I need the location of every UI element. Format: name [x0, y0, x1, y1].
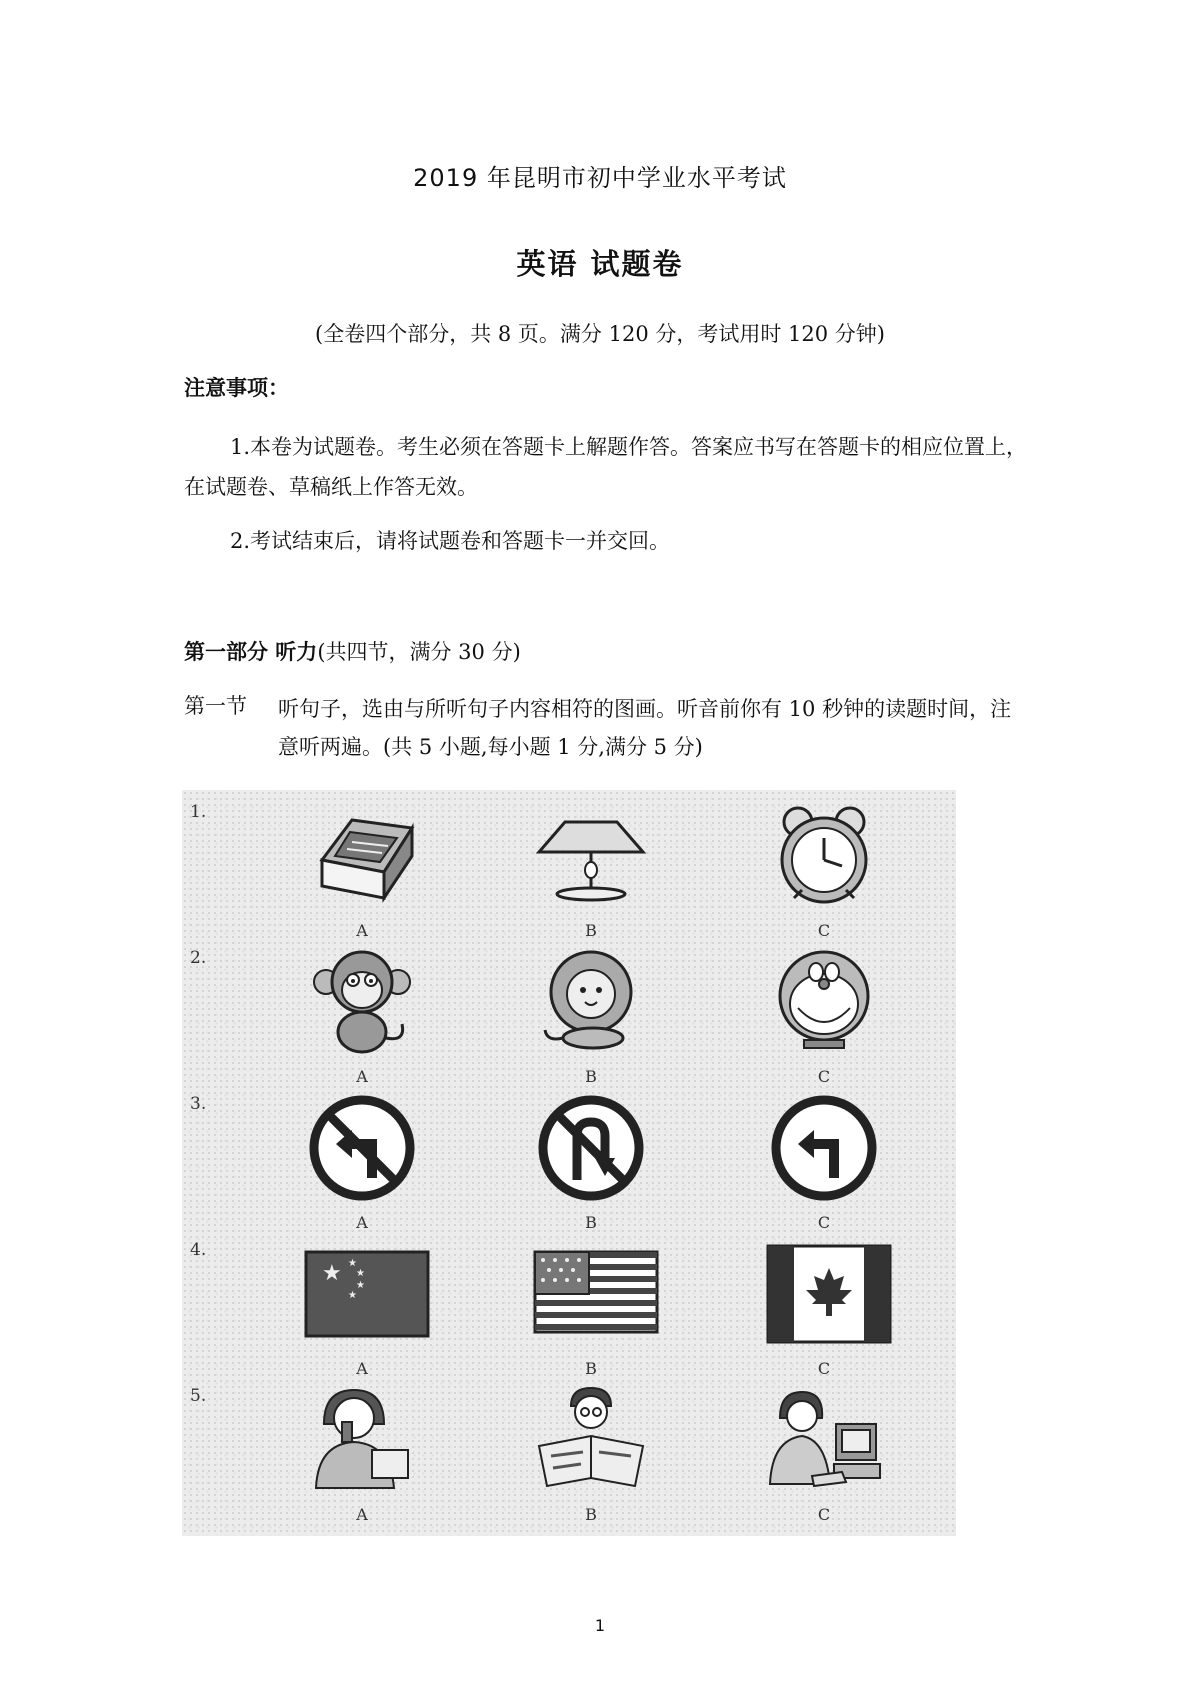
part-heading-detail: (共四节，满分 30 分): [317, 640, 521, 664]
question-row-2: [182, 940, 956, 1088]
section-label: 第一节: [184, 694, 247, 718]
option-5a: [287, 1378, 437, 1526]
usa-flag-icon: [531, 1238, 661, 1350]
person-phone-reading-icon: [302, 1384, 422, 1496]
option-5b: [516, 1378, 666, 1526]
option-letter: B: [585, 1213, 597, 1232]
svg-text:★: ★: [356, 1268, 365, 1279]
exam-title: 2019 年昆明市初中学业水平考试: [413, 164, 787, 192]
option-3c: [749, 1086, 899, 1234]
doraemon-icon: [764, 946, 884, 1058]
option-4c: [749, 1232, 899, 1380]
option-letter: C: [817, 1213, 831, 1232]
option-letter: A: [356, 1213, 368, 1232]
svg-text:★: ★: [348, 1258, 357, 1269]
no-left-turn-sign-icon: [302, 1092, 422, 1204]
option-4b: [516, 1232, 666, 1380]
person-reading-newspaper-icon: [531, 1384, 651, 1496]
page-number: 1: [594, 1616, 606, 1635]
alarm-clock-icon: [764, 800, 884, 912]
option-2b: [516, 940, 666, 1088]
option-letter: C: [817, 921, 831, 940]
option-3a: [287, 1086, 437, 1234]
option-letter: B: [585, 1359, 597, 1378]
canada-flag-icon: [764, 1238, 894, 1350]
option-1b: [516, 794, 666, 942]
option-2c: [749, 940, 899, 1088]
listening-pictures: [182, 790, 956, 1536]
option-5c: [749, 1378, 899, 1526]
svg-text:★: ★: [322, 1261, 342, 1286]
option-4a: [287, 1232, 437, 1380]
monkey-icon: [302, 946, 422, 1058]
option-letter: C: [817, 1505, 831, 1524]
option-letter: A: [356, 921, 368, 940]
option-1a: [287, 794, 437, 942]
lamp-icon: [531, 800, 651, 912]
option-2a: [287, 940, 437, 1088]
option-letter: A: [356, 1505, 368, 1524]
person-computer-icon: [764, 1384, 884, 1496]
question-row-1: [182, 794, 956, 942]
part-heading-title: 第一部分 听力: [184, 640, 318, 664]
option-letter: C: [817, 1359, 831, 1378]
question-row-4: [182, 1232, 956, 1380]
notice-item-2: 2.考试结束后，请将试题卷和答题卡一并交回。: [230, 529, 671, 553]
question-row-5: [182, 1378, 956, 1526]
question-number: 3.: [190, 1094, 207, 1114]
option-1c: [749, 794, 899, 942]
svg-text:★: ★: [348, 1290, 357, 1301]
china-flag-icon: [302, 1238, 432, 1350]
part-heading: [184, 636, 521, 666]
option-letter: B: [585, 1505, 597, 1524]
option-letter: B: [585, 921, 597, 940]
option-letter: C: [817, 1067, 831, 1086]
question-number: 2.: [190, 948, 207, 968]
notice-heading: 注意事项：: [184, 376, 289, 400]
option-letter: B: [585, 1067, 597, 1086]
option-letter: A: [356, 1359, 368, 1378]
eraser-icon: [302, 800, 422, 912]
question-row-3: [182, 1086, 956, 1234]
option-letter: A: [356, 1067, 368, 1086]
question-number: 1.: [190, 802, 207, 822]
lion-icon: [531, 946, 651, 1058]
svg-text:★: ★: [356, 1280, 365, 1291]
no-u-turn-sign-icon: [531, 1092, 651, 1204]
question-number: 5.: [190, 1386, 207, 1406]
notice-item-1: 1.本卷为试题卷。考生必须在答题卡上解题作答。答案应书写在答题卡的相应位置上，在试题卷、草稿纸上作答无效。: [184, 435, 1028, 499]
question-number: 4.: [190, 1240, 207, 1260]
left-turn-sign-icon: [764, 1092, 884, 1204]
exam-info: (全卷四个部分，共 8 页。满分 120 分，考试用时 120 分钟): [315, 322, 885, 346]
option-3b: [516, 1086, 666, 1234]
section-instructions: 听句子，选由与所听句子内容相符的图画。听音前你有 10 秒钟的读题时间，注意听两遍。(共 5 小题,每小题 1 分,满分 5 分): [278, 697, 1012, 759]
subject-title: 英语 试题卷: [516, 247, 684, 281]
